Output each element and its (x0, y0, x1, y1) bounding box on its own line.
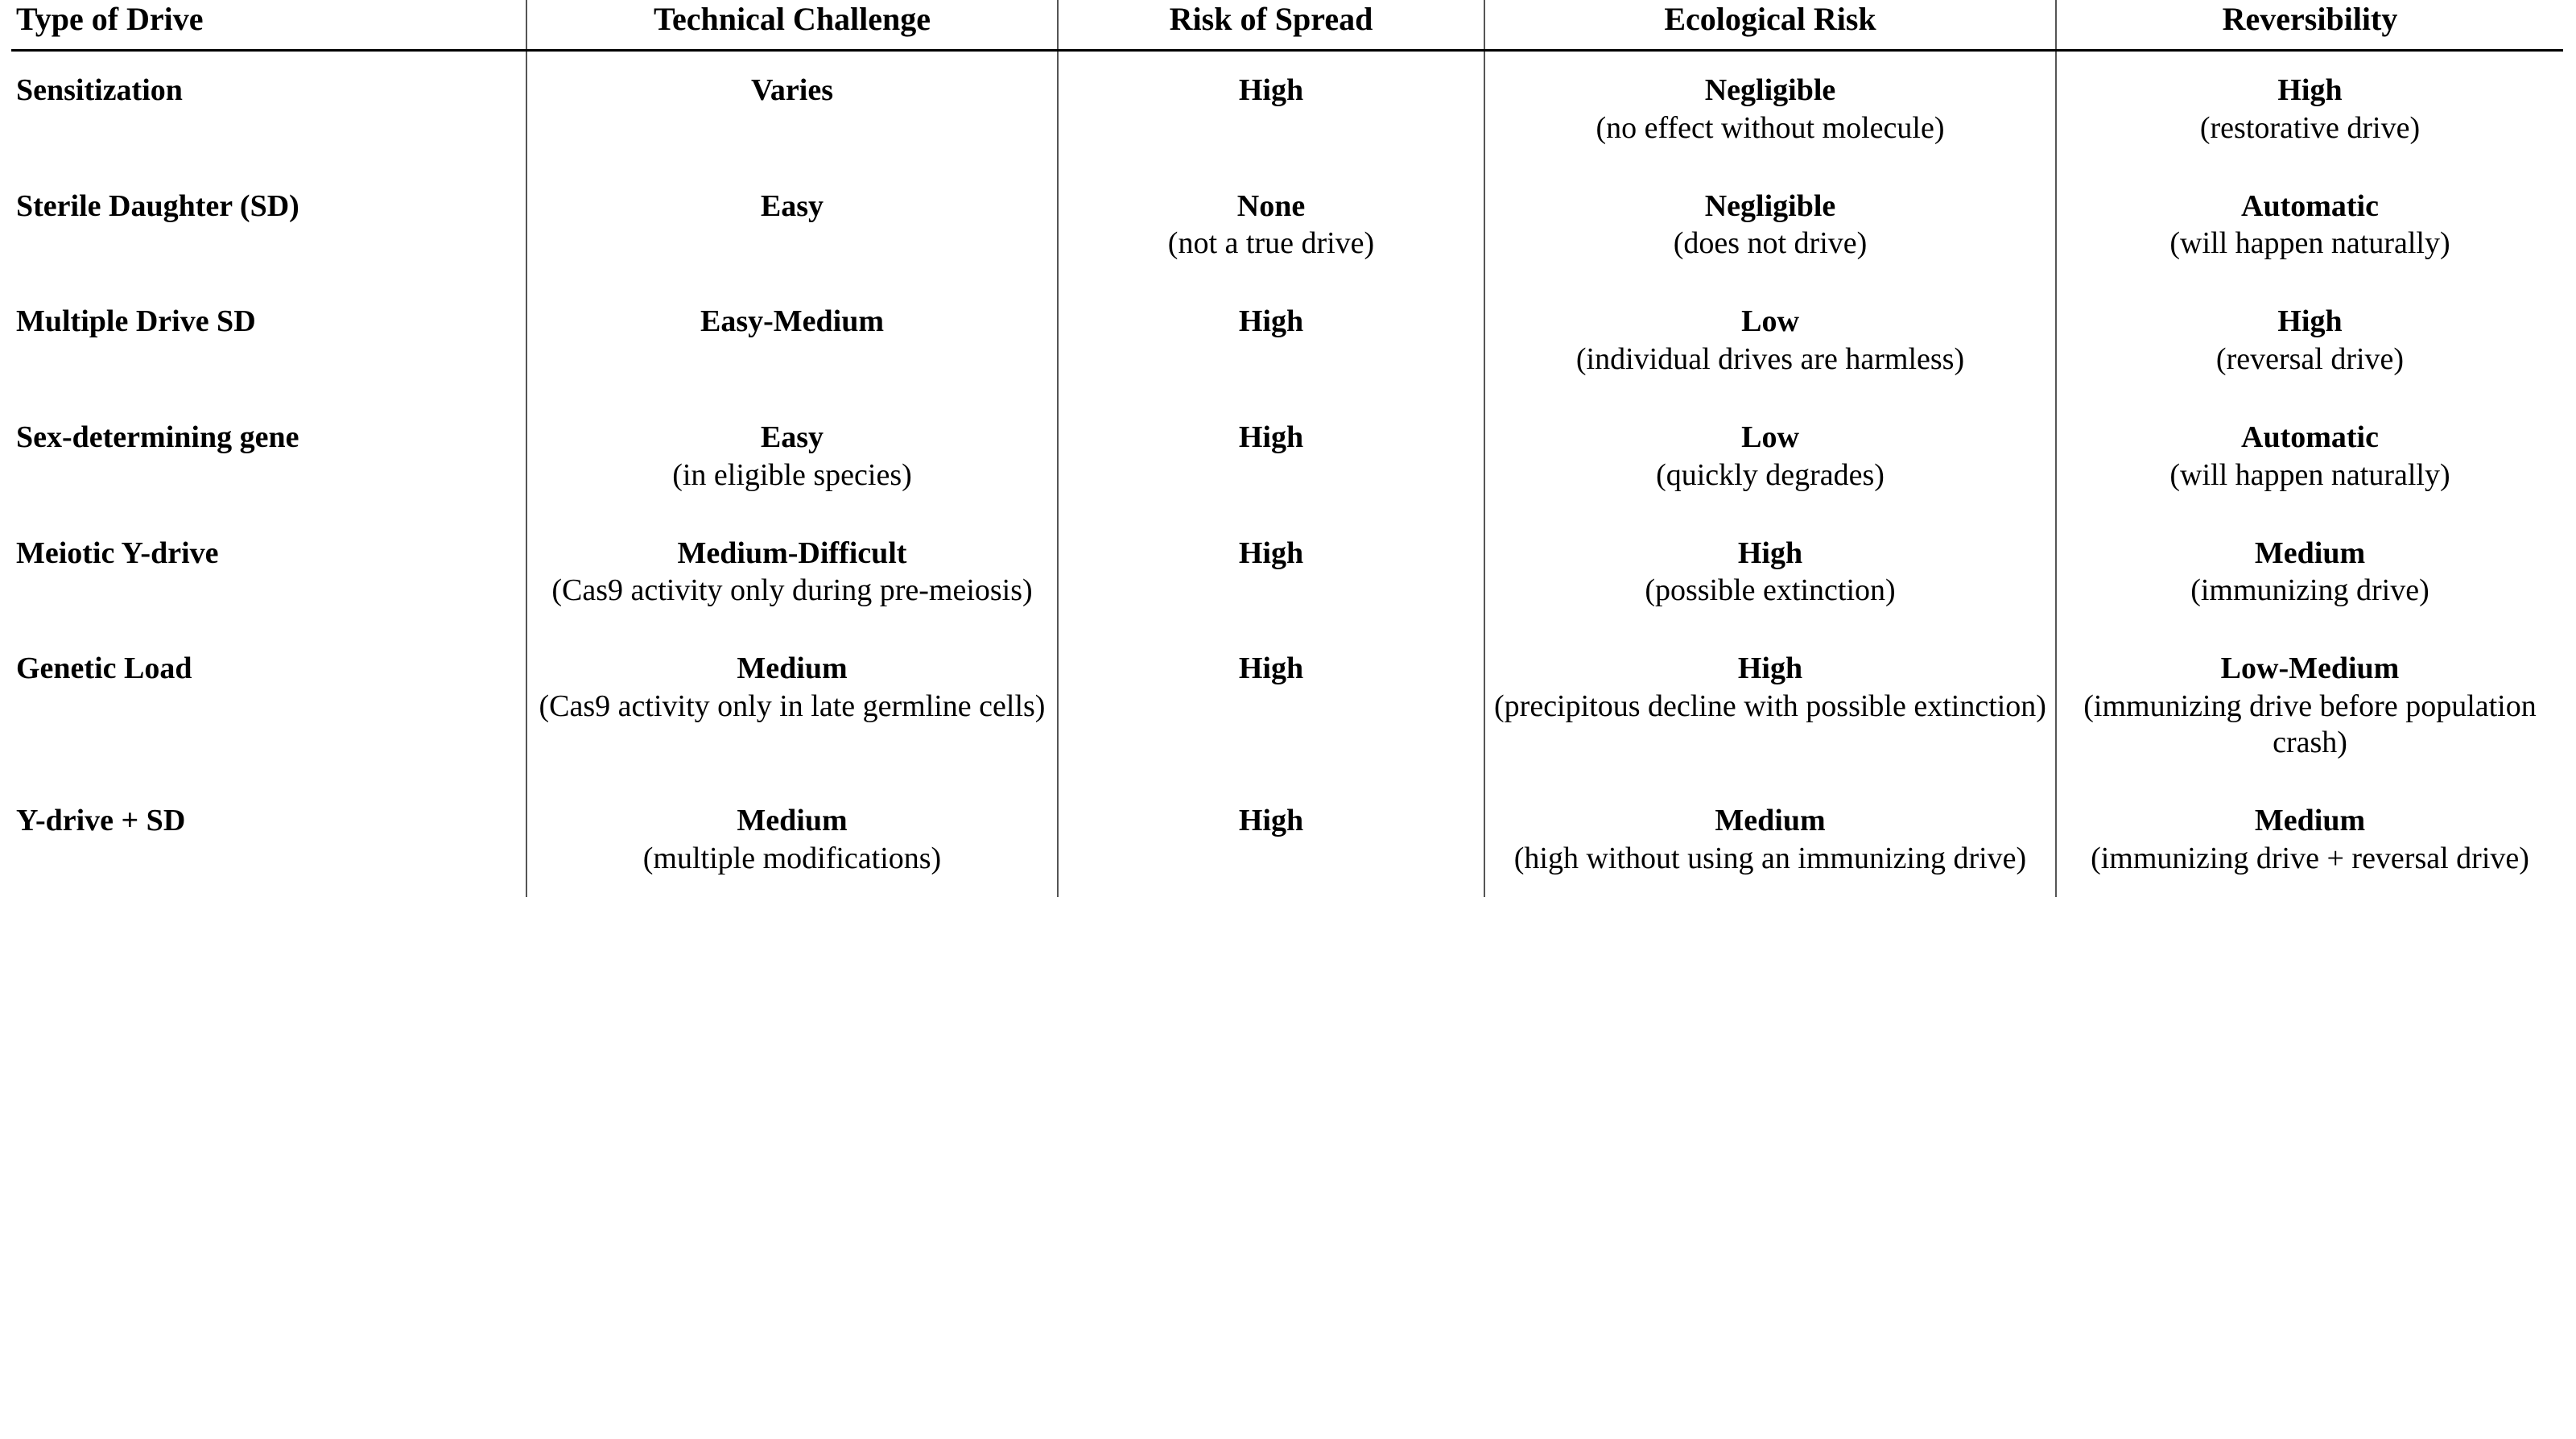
cell-sub-text: (quickly degrades) (1656, 457, 1885, 492)
cell-main-text: High (1238, 304, 1304, 339)
cell-main-text: Medium (2254, 803, 2366, 837)
cell-risk-of-spread (1058, 167, 1484, 283)
cell-technical-challenge (526, 515, 1058, 631)
cell-main-text: Medium-Difficult (677, 535, 907, 570)
cell-reversibility (2056, 51, 2563, 167)
cell-main-text: Negligible (1704, 73, 1836, 107)
cell-sub-text: (will happen naturally) (2169, 226, 2450, 261)
cell-drive-type: Sensitization (16, 73, 183, 107)
cell-main-text: Medium (1715, 803, 1826, 837)
table-header (11, 0, 2563, 51)
cell-main-text: Easy (760, 420, 824, 454)
cell-risk-of-spread (1058, 515, 1484, 631)
cell-main-text: High (2277, 73, 2343, 107)
cell-sub-text: (multiple modifications) (642, 841, 942, 875)
cell-sub-text: (in eligible species) (672, 457, 912, 492)
cell-reversibility (2056, 782, 2563, 898)
table-row (11, 167, 2563, 283)
cell-sub-text: (high without using an immunizing drive) (1513, 841, 2027, 875)
cell-main-text: None (1236, 188, 1306, 223)
table-body (11, 51, 2563, 898)
cell-technical-challenge (526, 782, 1058, 898)
cell-main-text: High (1238, 535, 1304, 570)
cell-reversibility (2056, 630, 2563, 781)
cell-sub-text: (reversal drive) (2215, 342, 2405, 377)
cell-main-text: Automatic (2241, 188, 2379, 223)
cell-technical-challenge (526, 51, 1058, 167)
cell-drive-type: Y-drive + SD (16, 803, 186, 837)
table-row (11, 630, 2563, 781)
cell-main-text: Low (1741, 420, 1799, 454)
cell-main-text: High (1737, 535, 1803, 570)
cell-sub-text: (restorative drive) (2199, 110, 2421, 145)
cell-risk-of-spread (1058, 283, 1484, 399)
cell-main-text: Medium (737, 803, 848, 837)
cell-ecological-risk (1484, 630, 2056, 781)
cell-reversibility (2056, 167, 2563, 283)
cell-sub-text: (no effect without molecule) (1596, 110, 1945, 145)
column-header-ecological-risk: Ecological Risk (1484, 0, 2056, 51)
drive-comparison-table (11, 0, 2563, 897)
cell-technical-challenge (526, 630, 1058, 781)
cell-risk-of-spread (1058, 399, 1484, 515)
cell-drive-type: Sex-determining gene (16, 420, 299, 454)
cell-drive-type: Genetic Load (16, 651, 192, 686)
cell-main-text: Negligible (1704, 188, 1836, 223)
cell-technical-challenge (526, 283, 1058, 399)
cell-main-text: Automatic (2241, 420, 2379, 454)
cell-drive-type: Meiotic Y-drive (16, 535, 219, 570)
cell-sub-text: (possible extinction) (1645, 573, 1896, 608)
cell-drive-type: Sterile Daughter (SD) (16, 188, 299, 223)
cell-sub-text: (will happen naturally) (2169, 457, 2450, 492)
cell-main-text: Varies (750, 73, 834, 107)
cell-risk-of-spread (1058, 782, 1484, 898)
cell-sub-text: (Cas9 activity only during pre-meiosis) (551, 573, 1033, 608)
cell-reversibility (2056, 515, 2563, 631)
cell-main-text: Easy-Medium (700, 304, 884, 339)
column-header-risk-of-spread: Risk of Spread (1058, 0, 1484, 51)
cell-main-text: Medium (2254, 535, 2366, 570)
cell-ecological-risk (1484, 782, 2056, 898)
cell-sub-text: (immunizing drive) (2190, 573, 2429, 608)
cell-sub-text: (Cas9 activity only in late germline cells) (539, 689, 1046, 724)
cell-main-text: High (1238, 73, 1304, 107)
cell-ecological-risk (1484, 167, 2056, 283)
cell-main-text: High (2277, 304, 2343, 339)
cell-ecological-risk (1484, 283, 2056, 399)
cell-sub-text: (not a true drive) (1167, 226, 1375, 261)
cell-drive-type: Multiple Drive SD (16, 304, 256, 339)
cell-technical-challenge (526, 399, 1058, 515)
cell-sub-text: (does not drive) (1673, 226, 1868, 261)
cell-main-text: High (1238, 803, 1304, 837)
table-header-row (11, 0, 2563, 51)
cell-technical-challenge (526, 167, 1058, 283)
cell-ecological-risk (1484, 399, 2056, 515)
cell-risk-of-spread (1058, 630, 1484, 781)
cell-risk-of-spread (1058, 51, 1484, 167)
table-row (11, 399, 2563, 515)
table-row (11, 782, 2563, 898)
cell-reversibility (2056, 283, 2563, 399)
column-header-reversibility: Reversibility (2056, 0, 2563, 51)
cell-sub-text: (precipitous decline with possible extinction) (1494, 689, 2046, 724)
cell-main-text: High (1737, 651, 1803, 686)
cell-ecological-risk (1484, 515, 2056, 631)
cell-main-text: High (1238, 420, 1304, 454)
cell-sub-text: (individual drives are harmless) (1575, 342, 1965, 377)
column-header-technical-challenge: Technical Challenge (526, 0, 1058, 51)
cell-main-text: Low-Medium (2220, 651, 2400, 686)
cell-ecological-risk (1484, 51, 2056, 167)
table-row (11, 51, 2563, 167)
table-row (11, 283, 2563, 399)
cell-main-text: High (1238, 651, 1304, 686)
column-header-type-of-drive: Type of Drive (11, 0, 526, 51)
cell-main-text: Medium (737, 651, 848, 686)
cell-main-text: Easy (760, 188, 824, 223)
cell-sub-text: (immunizing drive before population crash) (2083, 689, 2537, 759)
cell-main-text: Low (1741, 304, 1799, 339)
table-row (11, 515, 2563, 631)
cell-sub-text: (immunizing drive + reversal drive) (2091, 841, 2529, 875)
cell-reversibility (2056, 399, 2563, 515)
